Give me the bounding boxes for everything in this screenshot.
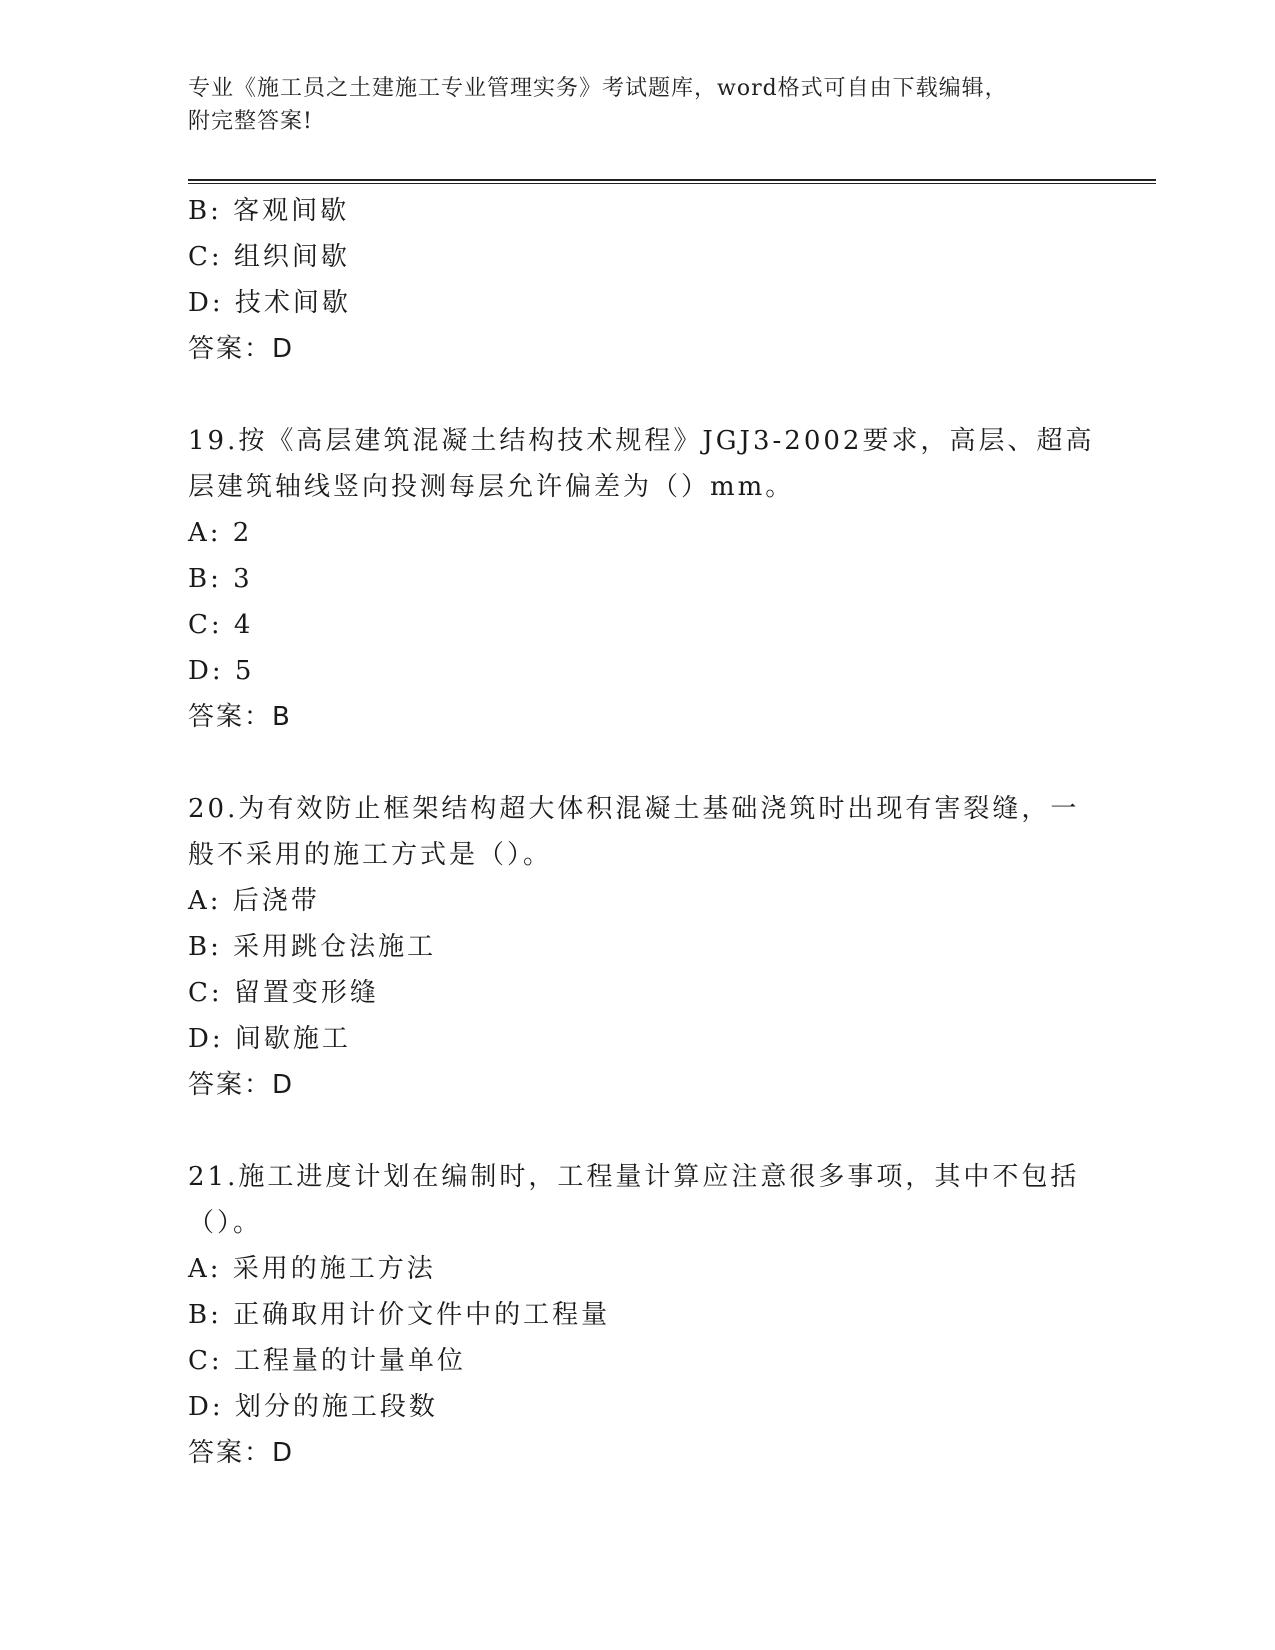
option-c: C: 留置变形缝 — [188, 978, 379, 1008]
option-c: C: 工程量的计量单位 — [188, 1346, 466, 1376]
header-line-2: 附完整答案! — [188, 109, 313, 134]
question-list — [188, 188, 1095, 1476]
option-d: D: 划分的施工段数 — [188, 1392, 438, 1422]
header-divider-thick — [188, 179, 1156, 181]
option-a: A: 采用的施工方法 — [188, 1254, 436, 1284]
question-stem-line: 21.施工进度计划在编制时，工程量计算应注意很多事项，其中不包括 — [188, 1162, 1080, 1192]
question-stem-line: 层建筑轴线竖向投测每层允许偏差为（）mm。 — [188, 472, 795, 502]
question-19 — [188, 418, 1095, 740]
option-b: B: 正确取用计价文件中的工程量 — [188, 1300, 611, 1330]
option-b: B: 客观间歇 — [188, 196, 350, 226]
answer-line: 答案：D — [188, 1070, 295, 1100]
option-c: C: 组织间歇 — [188, 242, 350, 272]
spacer — [188, 740, 1088, 786]
question-20 — [188, 786, 1088, 1108]
question-21 — [188, 1154, 1088, 1476]
option-a: A: 2 — [188, 518, 253, 548]
option-b: B: 采用跳仓法施工 — [188, 932, 437, 962]
option-d: D: 间歇施工 — [188, 1024, 351, 1054]
header-line-1: 专业《施工员之土建施工专业管理实务》考试题库，word格式可自由下载编辑， — [188, 76, 1008, 101]
answer-line: 答案：D — [188, 1438, 295, 1468]
option-c: C: 4 — [188, 610, 254, 640]
question-stem-line: （）。 — [188, 1208, 263, 1238]
question-18-continued — [188, 188, 1088, 372]
question-stem-line: 般不采用的施工方式是（）。 — [188, 840, 553, 870]
document-header — [188, 72, 1088, 138]
answer-line: 答案：D — [188, 334, 295, 364]
header-divider-thin — [188, 183, 1156, 184]
spacer — [188, 372, 1088, 418]
question-stem-line: 19.按《高层建筑混凝土结构技术规程》JGJ3-2002要求，高层、超高 — [188, 426, 1095, 456]
option-a: A: 后浇带 — [188, 886, 320, 916]
answer-line: 答案：B — [188, 702, 292, 732]
option-d: D: 5 — [188, 656, 255, 686]
option-b: B: 3 — [188, 564, 253, 594]
option-d: D: 技术间歇 — [188, 288, 351, 318]
question-stem-line: 20.为有效防止框架结构超大体积混凝土基础浇筑时出现有害裂缝，一 — [188, 794, 1080, 824]
spacer — [188, 1108, 1088, 1154]
